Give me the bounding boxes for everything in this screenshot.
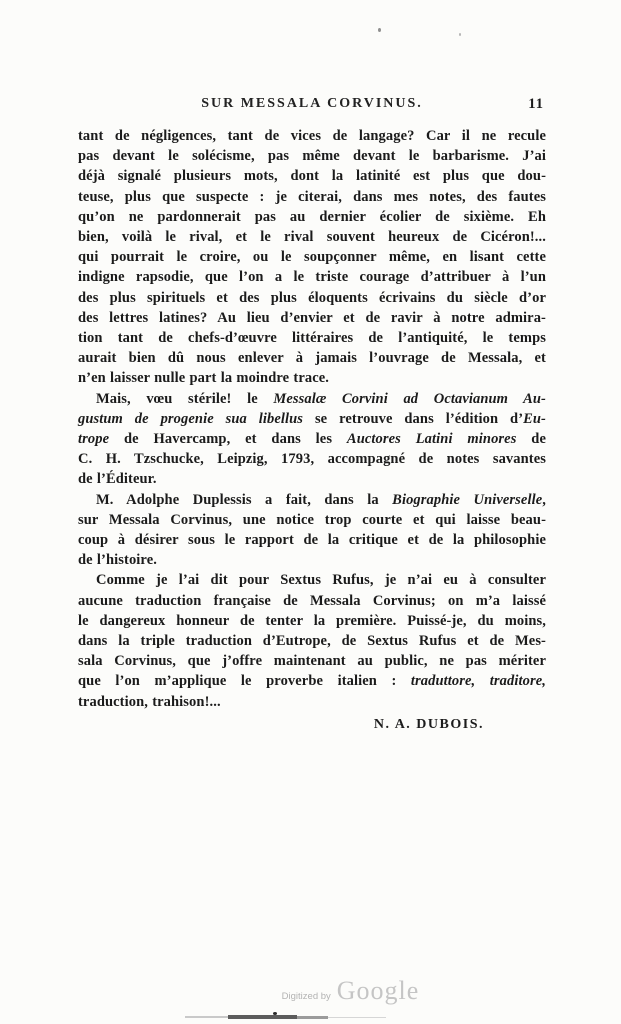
watermark-prefix-label: Digitized by — [281, 991, 331, 1002]
text-line — [78, 389, 546, 409]
text-line — [78, 227, 546, 247]
scan-edge-artifact — [228, 1015, 297, 1019]
text-line — [78, 530, 546, 550]
text-segment: teuse, plus que suspecte : je citerai, dans mes notes, des fautes — [78, 188, 546, 205]
text-segment: pas devant le solécisme, pas même devant le barbarisme. J’ai — [78, 148, 546, 165]
text-segment: déjà signalé plusieurs mots, dont la latinité est plus que dou- — [78, 168, 546, 185]
text-line — [78, 631, 546, 651]
text-line — [78, 651, 546, 671]
text-line — [78, 611, 546, 631]
google-logo: Google — [336, 976, 420, 1005]
page-title: SUR MESSALA CORVINUS. — [201, 96, 423, 111]
text-segment: sur Messala Corvinus, une notice trop courte et qui laisse beau- — [78, 511, 546, 528]
text-segment: qui pourrait le croire, ou le soupçonner même, en lisant cette — [78, 249, 546, 266]
text-segment: trope — [78, 431, 110, 448]
text-line — [78, 187, 546, 207]
text-body — [78, 126, 546, 712]
text-line — [78, 429, 546, 449]
text-segment: Comme je l’ai dit pour Sextus Rufus, je n’ai eu à consulter — [96, 572, 546, 589]
text-block — [78, 96, 546, 735]
text-line — [78, 570, 546, 590]
text-line — [78, 348, 546, 368]
text-segment: traduttore, traditore, — [410, 673, 546, 690]
text-segment: M. Adolphe Duplessis a fait, dans la — [96, 491, 393, 508]
text-line — [78, 207, 546, 227]
text-segment: que l’on m’applique le proverbe italien : — [78, 673, 411, 690]
text-line — [78, 328, 546, 348]
text-segment: aucune traduction française de Messala Corvinus; on m’a laissé — [78, 592, 546, 609]
text-line — [78, 267, 546, 287]
text-segment: des lettres latines? Au lieu d’envier et de ravir à notre admira- — [78, 309, 546, 326]
text-line — [78, 671, 546, 691]
text-segment: des plus spirituels et des plus éloquents écrivains du siècle d’or — [78, 289, 546, 306]
text-segment: se retrouve dans l’édition d’ — [303, 410, 524, 427]
text-segment: qu’on ne pardonnerait pas au dernier écolier de sixième. Eh — [78, 208, 546, 225]
text-segment: coup à désirer sous le rapport de la critique et de la philosophie — [78, 532, 546, 549]
text-segment: sala Corvinus, que j’offre maintenant au public, ne pas mériter — [78, 653, 546, 670]
scan-noise-speck — [273, 1012, 277, 1015]
text-segment: de l’histoire. — [78, 552, 157, 569]
text-segment: aurait bien dû nous enlever à jamais l’ouvrage de Messala, et — [78, 350, 546, 367]
text-line — [78, 146, 546, 166]
text-segment: bien, voilà le rival, et le rival souvent heureux de Cicéron!... — [78, 229, 546, 246]
text-line — [78, 692, 546, 712]
text-segment: Messalæ Corvini ad Octavianum Au- — [273, 390, 546, 407]
text-line — [78, 247, 546, 267]
text-segment: tant de négligences, tant de vices de langage? Car il ne recule — [78, 128, 546, 144]
text-segment: dans la triple traduction d’Eutrope, de Sextus Rufus et de Mes- — [78, 633, 546, 650]
text-line — [78, 166, 546, 186]
text-segment: Eu- — [523, 410, 546, 427]
scan-noise-speck — [459, 33, 461, 36]
text-line — [78, 469, 546, 489]
text-segment: Auctores Latini minores — [346, 431, 517, 448]
scan-edge-artifact — [297, 1016, 328, 1019]
text-line — [78, 510, 546, 530]
text-line — [78, 490, 546, 510]
text-segment: C. H. Tzschucke, Leipzig, 1793, accompagné de notes savantes — [78, 451, 546, 468]
scan-edge-artifact — [328, 1017, 386, 1019]
running-header — [78, 96, 546, 118]
scan-noise-speck — [378, 28, 381, 32]
text-segment: gustum de progenie sua libellus — [78, 410, 304, 427]
text-line — [78, 591, 546, 611]
text-line — [78, 550, 546, 570]
text-segment: traduction, trahison!... — [78, 693, 221, 710]
text-segment: Mais, vœu stérile! le — [96, 390, 274, 407]
text-segment: tion tant de chefs-d’œuvre littéraires de l’antiquité, le temps — [78, 330, 546, 347]
text-line — [78, 126, 546, 146]
text-segment: de Havercamp, et dans les — [109, 431, 347, 448]
text-segment: n’en laisser nulle part la moindre trace. — [78, 370, 330, 387]
text-line — [78, 449, 546, 469]
author-signature: N. A. DUBOIS. — [373, 716, 484, 732]
text-segment: indigne rapsodie, que l’on a le triste courage d’attribuer à l’un — [78, 269, 546, 286]
page-number: 11 — [528, 96, 544, 112]
text-segment: Biographie Universelle — [392, 491, 543, 508]
text-segment: , — [542, 491, 546, 508]
text-line — [78, 368, 546, 388]
text-line — [78, 308, 546, 328]
digitization-watermark — [40, 976, 621, 1006]
text-segment: de — [516, 431, 546, 448]
text-segment: le dangereux honneur de tenter la première. Puissé-je, du moins, — [78, 612, 546, 629]
text-segment: de l’Éditeur. — [78, 471, 157, 488]
text-line — [78, 288, 546, 308]
scan-edge-artifact — [185, 1016, 229, 1018]
text-line — [78, 409, 546, 429]
